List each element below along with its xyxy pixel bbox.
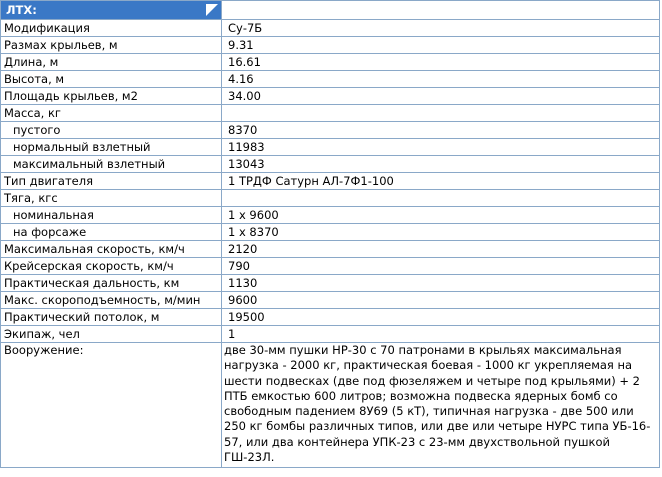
table-row [1,139,660,156]
table-row [1,37,660,54]
spec-label: Макс. скороподъемность, м/мин [1,292,222,309]
table-row [1,105,660,122]
table-row [1,190,660,207]
spec-label: Тип двигателя [1,173,222,190]
triangle-corner-icon [206,4,218,16]
spec-label: Вооружение: [1,343,222,468]
spec-label: Практическая дальность, км [1,275,222,292]
spec-label: Максимальная скорость, км/ч [1,241,222,258]
spec-value: 1 х 8370 [222,224,660,241]
table-row [1,241,660,258]
table-row [1,275,660,292]
spec-value: 790 [222,258,660,275]
table-row [1,326,660,343]
spec-value: две 30-мм пушки НР-30 с 70 патронами в крыльях максимальная нагрузка - 2000 кг, практическая боевая - 1000 кг укрепляемая на шести подвесках (две под фюзеляжем и четыре под крыльями) + 2 ПТБ емкостью 600 литров; возможна подвеска ядерных бомб со свободным падением 8У69 (5 кТ), типичная нагрузка - две 500 или 250 кг бомбы различных типов, или две или четыре НУРС типа УБ-16-57, или два контейнера УПК-23 с 23-мм двухствольной пушкой ГШ-23Л. [222,343,660,468]
spec-value: 4.16 [222,71,660,88]
table-row [1,122,660,139]
spec-label: максимальный взлетный [1,156,222,173]
spec-label: номинальная [1,207,222,224]
spec-label: Экипаж, чел [1,326,222,343]
table-row [1,292,660,309]
spec-label: Масса, кг [1,105,222,122]
spec-value: 16.61 [222,54,660,71]
spec-label: Крейсерская скорость, км/ч [1,258,222,275]
table-row [1,258,660,275]
spec-value: 13043 [222,156,660,173]
table-row [1,71,660,88]
table-header [1,1,222,20]
spec-label: Площадь крыльев, м2 [1,88,222,105]
table-row [1,20,660,37]
spec-label: Длина, м [1,54,222,71]
spec-label: Высота, м [1,71,222,88]
spec-value: 1 [222,326,660,343]
spec-value: 34.00 [222,88,660,105]
table-row [1,309,660,326]
spec-label: Практический потолок, м [1,309,222,326]
spec-value [222,105,660,122]
spec-value: Су-7Б [222,20,660,37]
table-row-armament [1,343,660,468]
spec-label: пустого [1,122,222,139]
spec-value [222,190,660,207]
table-row [1,88,660,105]
spec-value: 11983 [222,139,660,156]
spec-label: нормальный взлетный [1,139,222,156]
spec-value: 1 х 9600 [222,207,660,224]
spec-label: Тяга, кгс [1,190,222,207]
table-header-row [1,1,660,20]
header-title: ЛТХ: [6,3,37,17]
table-row [1,173,660,190]
spec-label: на форсаже [1,224,222,241]
table-row [1,207,660,224]
spec-value: 1130 [222,275,660,292]
table-header-blank [222,1,660,20]
table-row [1,54,660,71]
table-row [1,156,660,173]
spec-value: 8370 [222,122,660,139]
spec-label: Модификация [1,20,222,37]
spec-value: 9.31 [222,37,660,54]
spec-label: Размах крыльев, м [1,37,222,54]
spec-value: 1 ТРДФ Сатурн АЛ-7Ф1-100 [222,173,660,190]
spec-value: 2120 [222,241,660,258]
spec-value: 9600 [222,292,660,309]
spec-value: 19500 [222,309,660,326]
table-row [1,224,660,241]
